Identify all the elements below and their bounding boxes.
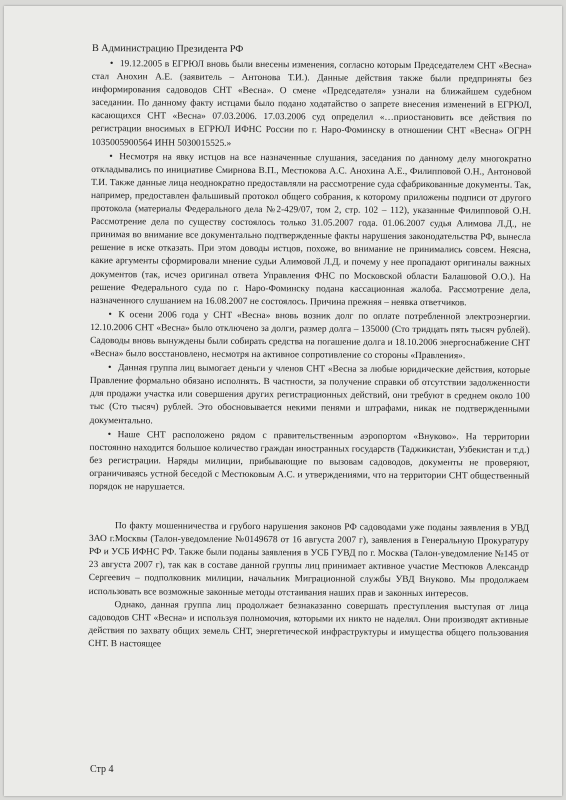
paragraph-4 xyxy=(90,361,530,430)
paragraph-text: Данная группа лиц вымогает деньги у членов СНТ «Весна за любые юридические действия, которые Правление формально обязано исполнять. В частности, за получение справки об отсутствии задолженности для продажи участка или совершения других регистрационных действий, они требуют в среднем около 100 тыс (Сто тысяч) рублей. Это обосновывается некими пенями и штрафами, никак не подтвержденными документально. xyxy=(89,363,531,426)
bullet-icon: • xyxy=(109,150,113,162)
paragraph-7: Однако, данная группа лиц продолжает безнаказанно совершать преступления выступая от лица садоводов СНТ «Весна» и используя полномочия, которыми их никто не наделял. Они производят активные действия по захвату общих земель СНТ, энергетической инфраструктуры и имущества общего пользования СНТ. В настоящее xyxy=(88,599,529,650)
bullet-icon: • xyxy=(108,308,112,320)
document-body xyxy=(88,42,532,654)
paragraph-5 xyxy=(89,428,529,497)
page-number: Стр 4 xyxy=(90,764,114,775)
addressee-heading: В Администрацию Президента РФ xyxy=(91,42,244,55)
paragraph-2 xyxy=(90,150,531,311)
bullet-icon: • xyxy=(107,362,112,374)
paragraph-6: По факту мошенничества и грубого нарушения законов РФ садоводами уже поданы заявления в УВД ЗАО г.Москвы (Талон-уведомление №0149678 от 16 августа 2007 г), заявления в Генеральную Прокуратуру РФ и УСБ ИФНС РФ. Также были поданы заявления в УСБ ГУВД по г. Москва (Талон-уведомление №145 от 23 августа 2007 г), так как в составе данной группы лиц принимает активное участие Местюков Александр Сергеевич – подполковник милиции, начальник Миграционной службы УВД Внуково. Мы продолжаем использовать все возможные законные методы отстаивания наших прав и законных интересов. xyxy=(88,521,530,599)
bullet-icon: • xyxy=(107,428,112,440)
paragraph-text: 19.12.2005 в ЕГРЮЛ вновь были внесены изменения, согласно которым Председателем СНТ «Весна» стал Анохин А.Е. (заявитель – Антонова Т.И.). Данные действия также были предприняты без информирования садоводов СНТ «Весна». О смене «Председателя» узнали на ближайшем судебном заседании. По данному факту истцами было подано ходатайство о запрете внесения изменений в ЕГРЮЛ, касающихся СНТ «Весна» 07.03.2006. 17.03.2006 суд определил «…приостановить все действия по регистрации вносимых в ЕГРЮЛ ИФНС России по г. Наро-Фоминску в отношении СНТ «Весна» ОГРН 1035005900564 ИНН 5030015525.» xyxy=(91,59,532,149)
paragraph-1 xyxy=(91,57,532,152)
paragraph-text: Наше СНТ расположено рядом с правительственным аэропортом «Внуково». На территории постоянно находится большое количество граждан иностранных государств (Таджикистан, Узбекистан и т.д.) без регистрации. Наряды милиции, прибывающие по вызовам садоводов, документы не проверяют, ограничиваясь устной беседой с Местюковым А.С. и утверждениями, что на территории СНТ общественный порядок не нарушается. xyxy=(89,429,530,493)
paragraph-3 xyxy=(90,308,530,364)
paragraph-text: Несмотря на явку истцов на все назначенные слушания, заседания по данному делу многократно откладывались по инициативе Смирнова В.П., Местюкова А.С. Анохина А.Е., Филипповой О.Н., Антоновой Т.И. Также данные лица неоднократно предоставляли на рассмотрение суда сфабрикованные документы. Так, например, предоставлен фальшивый протокол общего собрания, к которому приложены подписи от другого протокола (материалы Федерального дела №2-429/07, том 2, стр. 102 – 112), указанные Филипповой О.Н. Рассмотрение дела по существу состоялось только 31.05.2007 года. 01.06.2007 судья Алимова Л.Д., не принимая во внимание все документально подтвержденные факты нарушения законодательства РФ, вынесла решение в иске отказать. При этом доводы истцов, похоже, во внимание не принимались совсем. Неясна, какие аргументы сформировали мнение судьи Алимовой Л.Д. и почему у нее пропадают оригиналы важных документов (так, исчез оригинал ответа Управления ФНС по Московской области Балашовой О.О.). На решение Федерального суда по г. Наро-Фоминску подана кассационная жалоба. Рассмотрение дела, назначенного слушанием на 16.08.2007 не состоялось. Причина прежняя – неявка ответчиков. xyxy=(90,151,532,308)
paragraph-text: К осени 2006 года у СНТ «Весна» вновь возник долг по оплате потребленной электроэнергии. 12.10.2006 СНТ «Весна» было отключено за долги, размер долга – 135000 (Сто тридцать пять тысяч рублей). Садоводы вновь вынуждены были собирать средства на погашение долга и 18.10.2006 энергоснабжение СНТ «Весна» было восстановлено, несмотря на активное сопротивление со стороны «Правления». xyxy=(90,309,531,362)
document-page xyxy=(4,6,562,796)
bullet-icon: • xyxy=(109,58,114,70)
